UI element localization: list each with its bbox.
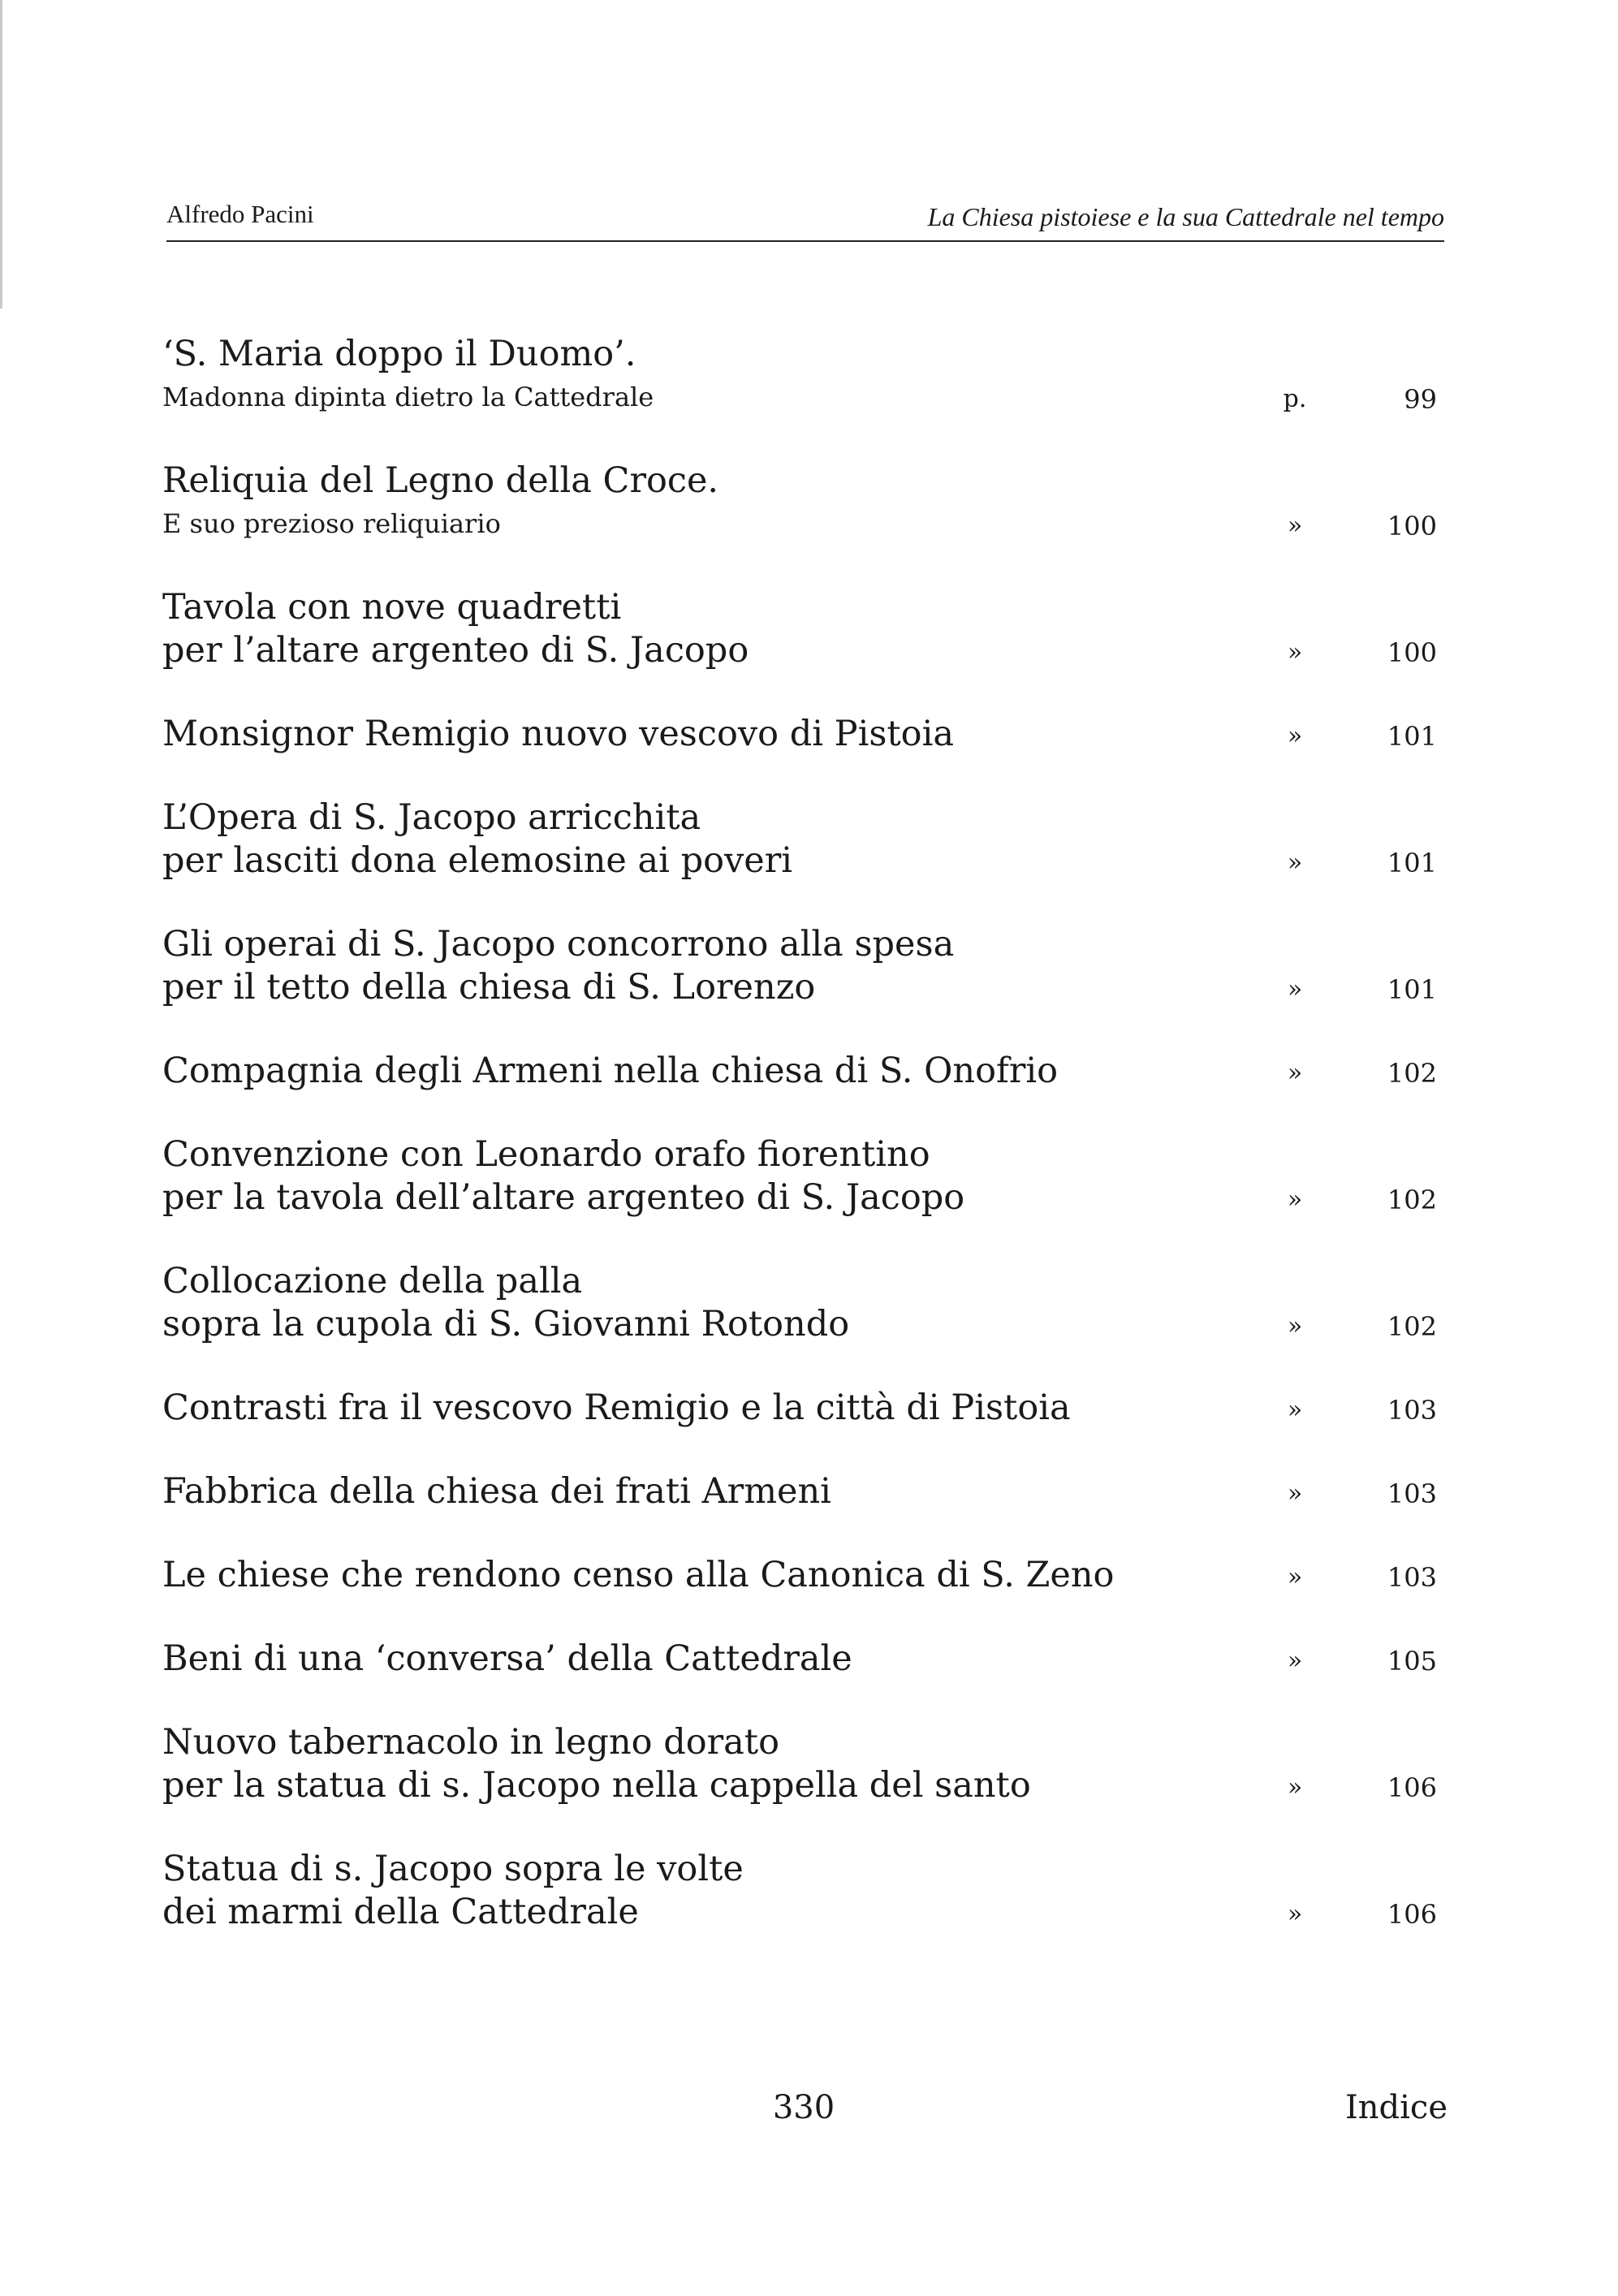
toc-entry-page-number: 102: [1387, 1311, 1437, 1342]
toc-entry-page-marker: »: [1287, 511, 1303, 540]
toc-entry-page-marker: p.: [1283, 385, 1307, 413]
toc-entry-page-marker: »: [1287, 1646, 1303, 1675]
page-number: 330: [772, 2089, 835, 2126]
toc-entry-subtitle-line: Madonna dipinta dietro la Cattedrale: [162, 382, 654, 412]
toc-entry: [162, 1050, 1437, 1093]
header-author: Alfredo Pacini: [166, 200, 314, 228]
toc-entry: [162, 1387, 1437, 1430]
toc-entry-title-line: sopra la cupola di S. Giovanni Rotondo: [162, 1304, 850, 1344]
page-edge-shadow: [0, 0, 2, 309]
toc-entry-page-marker: »: [1287, 975, 1303, 1003]
toc-entry-page-number: 103: [1387, 1478, 1437, 1509]
toc-entry-page-marker: »: [1287, 1563, 1303, 1591]
toc-entry-page-marker: »: [1287, 1185, 1303, 1214]
toc-entry: [162, 1554, 1437, 1597]
toc-entry: [162, 1133, 1437, 1219]
toc-entry: [162, 1470, 1437, 1513]
toc-entry-page-marker: »: [1287, 848, 1303, 877]
toc-entry-title-line: Collocazione della palla: [162, 1261, 583, 1301]
toc-entry: [162, 923, 1437, 1009]
toc-entry-page-number: 101: [1387, 848, 1437, 878]
toc-entry-title-line: Fabbrica della chiesa dei frati Armeni: [162, 1471, 831, 1512]
toc-entry-title-line: Gli operai di S. Jacopo concorrono alla spesa: [162, 924, 955, 965]
toc-entry: [162, 713, 1437, 756]
toc-entry-page-marker: »: [1287, 1059, 1303, 1087]
toc-entry-title-line: Convenzione con Leonardo orafo fiorentino: [162, 1134, 930, 1175]
toc-entry-title-line: per il tetto della chiesa di S. Lorenzo: [162, 967, 816, 1008]
table-of-contents: [162, 333, 1437, 1974]
running-header: [166, 200, 1444, 242]
toc-entry-title-line: Contrasti fra il vescovo Remigio e la città di Pistoia: [162, 1388, 1071, 1428]
toc-entry-title-line: Tavola con nove quadretti: [162, 587, 622, 628]
toc-entry-title-line: per la tavola dell’altare argenteo di S. Jacopo: [162, 1177, 965, 1218]
section-name: Indice: [1344, 2089, 1448, 2126]
toc-entry-title-line: Compagnia degli Armeni nella chiesa di S. Onofrio: [162, 1051, 1059, 1091]
toc-entry-page-number: 100: [1387, 637, 1437, 668]
toc-entry-title-line: Le chiese che rendono censo alla Canonica di S. Zeno: [162, 1555, 1115, 1595]
toc-entry-page-marker: »: [1287, 1312, 1303, 1340]
toc-entry-page-marker: »: [1287, 722, 1303, 750]
header-book-title: La Chiesa pistoiese e la sua Cattedrale nel tempo: [927, 202, 1444, 231]
toc-entry-page-number: 102: [1387, 1185, 1437, 1215]
toc-entry-page-number: 100: [1387, 511, 1437, 542]
toc-entry-page-number: 103: [1387, 1562, 1437, 1593]
toc-entry-page-number: 101: [1387, 721, 1437, 752]
toc-entry: [162, 1638, 1437, 1681]
toc-entry: [162, 1848, 1437, 1934]
toc-entry-page-number: 99: [1404, 384, 1437, 415]
toc-entry-page-marker: »: [1287, 1479, 1303, 1508]
toc-entry: [162, 1721, 1437, 1807]
toc-entry: [162, 586, 1437, 672]
toc-entry-title-line: Reliquia del Legno della Croce.: [162, 460, 719, 501]
toc-entry-title-line: Monsignor Remigio nuovo vescovo di Pistoia: [162, 714, 954, 754]
toc-entry-page-number: 102: [1387, 1058, 1437, 1089]
toc-entry-page-marker: »: [1287, 1773, 1303, 1802]
toc-entry-page-marker: »: [1287, 1900, 1303, 1928]
toc-entry-page-number: 105: [1387, 1646, 1437, 1677]
toc-entry-page-number: 103: [1387, 1395, 1437, 1426]
toc-entry: [162, 333, 1437, 419]
toc-entry: [162, 1260, 1437, 1346]
toc-entry-title-line: Nuovo tabernacolo in legno dorato: [162, 1722, 779, 1763]
toc-entry-title-line: per la statua di s. Jacopo nella cappella del santo: [162, 1765, 1031, 1806]
toc-entry-title-line: Beni di una ‘conversa’ della Cattedrale: [162, 1638, 852, 1679]
toc-entry-subtitle-line: E suo prezioso reliquiario: [162, 508, 501, 539]
toc-entry-title-line: dei marmi della Cattedrale: [162, 1892, 639, 1932]
toc-entry-page-number: 106: [1387, 1899, 1437, 1930]
toc-entry-page-number: 101: [1387, 974, 1437, 1005]
toc-entry-title-line: per l’altare argenteo di S. Jacopo: [162, 630, 749, 671]
toc-entry-title-line: per lasciti dona elemosine ai poveri: [162, 840, 793, 881]
toc-entry-page-marker: »: [1287, 1396, 1303, 1424]
toc-entry: [162, 460, 1437, 546]
toc-entry: [162, 796, 1437, 883]
toc-entry-title-line: Statua di s. Jacopo sopra le volte: [162, 1849, 744, 1889]
toc-entry-page-number: 106: [1387, 1772, 1437, 1803]
toc-entry-title-line: ‘S. Maria doppo il Duomo’.: [162, 334, 636, 374]
toc-entry-page-marker: »: [1287, 638, 1303, 667]
toc-entry-title-line: L’Opera di S. Jacopo arricchita: [162, 797, 701, 838]
